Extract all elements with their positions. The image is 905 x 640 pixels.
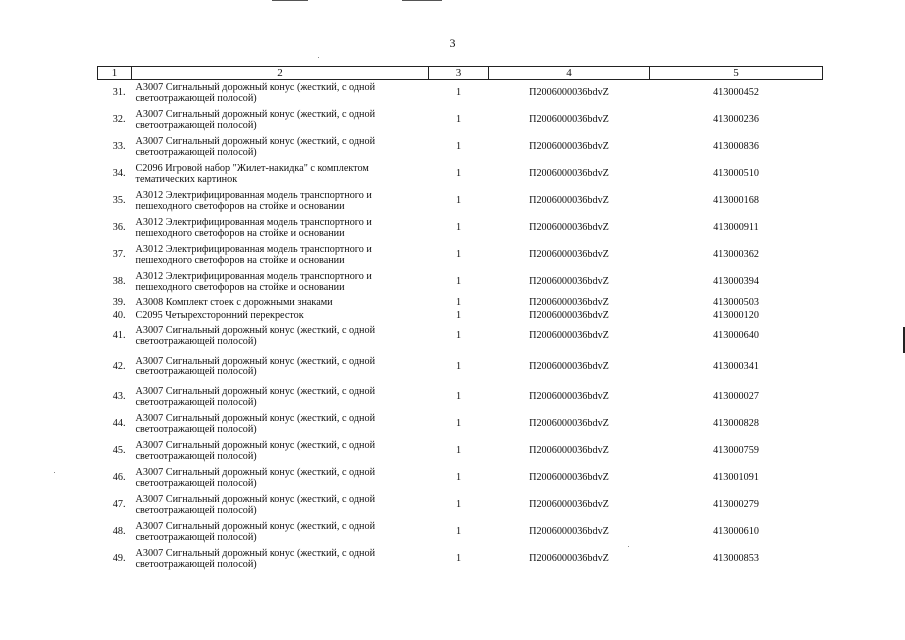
row-number: 49. bbox=[112, 553, 126, 565]
inventory-number: 413000836 bbox=[713, 141, 759, 153]
table-row bbox=[98, 323, 823, 350]
table-row bbox=[98, 215, 823, 242]
quantity: 1 bbox=[455, 168, 462, 180]
row-number: 36. bbox=[112, 222, 126, 234]
item-name: А3007 Сигнальный дорожный конус (жесткий, с одной светоотражающей полосой) bbox=[135, 494, 376, 516]
table-row bbox=[98, 519, 823, 546]
quantity: 1 bbox=[455, 114, 462, 126]
top-rule-left bbox=[272, 0, 308, 1]
row-number: 31. bbox=[112, 87, 126, 99]
quantity: 1 bbox=[455, 360, 462, 372]
table-row bbox=[98, 310, 823, 324]
quantity: 1 bbox=[455, 195, 462, 207]
item-name: А3007 Сигнальный дорожный конус (жесткий, с одной светоотражающей полосой) bbox=[135, 413, 376, 435]
item-name: А3007 Сигнальный дорожный конус (жесткий, с одной светоотражающей полосой) bbox=[135, 109, 376, 131]
inventory-number: 413000168 bbox=[713, 195, 759, 207]
inventory-number: 413000279 bbox=[713, 499, 759, 511]
table-row bbox=[98, 350, 823, 384]
item-code: П2006000036bdvZ bbox=[529, 195, 609, 207]
row-number: 44. bbox=[112, 418, 126, 430]
item-code: П2006000036bdvZ bbox=[529, 330, 609, 342]
inventory-number: 413001091 bbox=[713, 472, 759, 484]
row-number: 47. bbox=[112, 499, 126, 511]
item-name: А3007 Сигнальный дорожный конус (жесткий, с одной светоотражающей полосой) bbox=[135, 136, 376, 158]
quantity: 1 bbox=[455, 330, 462, 342]
inventory-number: 413000452 bbox=[713, 87, 759, 99]
inventory-table bbox=[97, 66, 823, 573]
item-code: П2006000036bdvZ bbox=[529, 87, 609, 99]
quantity: 1 bbox=[455, 276, 462, 288]
page-number: 3 bbox=[449, 36, 456, 50]
item-name: А3007 Сигнальный дорожный конус (жесткий, с одной светоотражающей полосой) bbox=[135, 521, 376, 543]
table-row bbox=[98, 546, 823, 573]
item-code: П2006000036bdvZ bbox=[529, 526, 609, 538]
scan-speck bbox=[318, 57, 319, 58]
table-header bbox=[98, 67, 823, 80]
item-code: П2006000036bdvZ bbox=[529, 445, 609, 457]
item-name: А3007 Сигнальный дорожный конус (жесткий, с одной светоотражающей полосой) bbox=[135, 82, 376, 104]
header-col-3: 3 bbox=[429, 67, 489, 80]
quantity: 1 bbox=[455, 87, 462, 99]
item-name: С2096 Игровой набор "Жилет-накидка" с комплектом тематических картинок bbox=[135, 163, 369, 185]
inventory-number: 413000853 bbox=[713, 553, 759, 565]
top-rule-right bbox=[402, 0, 442, 1]
quantity: 1 bbox=[455, 310, 462, 321]
item-code: П2006000036bdvZ bbox=[529, 141, 609, 153]
row-number: 48. bbox=[112, 526, 126, 538]
item-code: П2006000036bdvZ bbox=[529, 499, 609, 511]
inventory-number: 413000759 bbox=[713, 445, 759, 457]
inventory-number: 413000120 bbox=[713, 310, 759, 321]
item-code: П2006000036bdvZ bbox=[529, 391, 609, 403]
table-body bbox=[98, 80, 823, 574]
item-name: А3012 Электрифицированная модель транспортного и пешеходного светофоров на стойке и основании bbox=[135, 244, 372, 266]
quantity: 1 bbox=[455, 418, 462, 430]
item-name: С2095 Четырехсторонний перекресток bbox=[135, 310, 304, 321]
item-name: А3012 Электрифицированная модель транспортного и пешеходного светофоров на стойке и основании bbox=[135, 217, 372, 239]
inventory-number: 413000610 bbox=[713, 526, 759, 538]
scan-speck bbox=[54, 472, 55, 473]
item-name: А3007 Сигнальный дорожный конус (жесткий, с одной светоотражающей полосой) bbox=[135, 467, 376, 489]
quantity: 1 bbox=[455, 249, 462, 261]
table-row bbox=[98, 411, 823, 438]
row-number: 46. bbox=[112, 472, 126, 484]
row-number: 38. bbox=[112, 276, 126, 288]
quantity: 1 bbox=[455, 222, 462, 234]
table-row bbox=[98, 80, 823, 108]
table-row bbox=[98, 269, 823, 296]
row-number: 39. bbox=[112, 296, 126, 308]
quantity: 1 bbox=[455, 526, 462, 538]
item-name: А3012 Электрифицированная модель транспортного и пешеходного светофоров на стойке и основании bbox=[135, 271, 372, 293]
inventory-number: 413000640 bbox=[713, 330, 759, 342]
row-number: 42. bbox=[112, 360, 126, 372]
quantity: 1 bbox=[455, 445, 462, 457]
table-row bbox=[98, 465, 823, 492]
row-number: 40. bbox=[112, 310, 126, 321]
table-row bbox=[98, 107, 823, 134]
row-number: 32. bbox=[112, 114, 126, 126]
item-code: П2006000036bdvZ bbox=[529, 114, 609, 126]
item-name: А3007 Сигнальный дорожный конус (жесткий, с одной светоотражающей полосой) bbox=[135, 325, 376, 347]
row-number: 35. bbox=[112, 195, 126, 207]
inventory-number: 413000027 bbox=[713, 391, 759, 403]
row-number: 45. bbox=[112, 445, 126, 457]
row-number: 34. bbox=[112, 168, 126, 180]
table-row bbox=[98, 134, 823, 161]
item-code: П2006000036bdvZ bbox=[529, 472, 609, 484]
table-row bbox=[98, 296, 823, 310]
quantity: 1 bbox=[455, 141, 462, 153]
item-name: А3007 Сигнальный дорожный конус (жесткий, с одной светоотражающей полосой) bbox=[135, 355, 376, 377]
table-row bbox=[98, 161, 823, 188]
header-col-2: 2 bbox=[132, 67, 429, 80]
quantity: 1 bbox=[455, 553, 462, 565]
row-number: 33. bbox=[112, 141, 126, 153]
item-name: А3007 Сигнальный дорожный конус (жесткий, с одной светоотражающей полосой) bbox=[135, 548, 376, 570]
item-code: П2006000036bdvZ bbox=[529, 553, 609, 565]
header-col-1: 1 bbox=[98, 67, 132, 80]
item-name: А3008 Комплект стоек с дорожными знаками bbox=[135, 296, 333, 308]
row-number: 37. bbox=[112, 249, 126, 261]
inventory-number: 413000510 bbox=[713, 168, 759, 180]
quantity: 1 bbox=[455, 499, 462, 511]
item-code: П2006000036bdvZ bbox=[529, 249, 609, 261]
table-row bbox=[98, 242, 823, 269]
item-code: П2006000036bdvZ bbox=[529, 276, 609, 288]
item-name: А3007 Сигнальный дорожный конус (жесткий, с одной светоотражающей полосой) bbox=[135, 386, 376, 408]
inventory-number: 413000828 bbox=[713, 418, 759, 430]
header-col-4: 4 bbox=[489, 67, 650, 80]
table-row bbox=[98, 492, 823, 519]
item-name: А3007 Сигнальный дорожный конус (жесткий, с одной светоотражающей полосой) bbox=[135, 440, 376, 462]
inventory-number: 413000911 bbox=[713, 222, 759, 234]
inventory-number: 413000362 bbox=[713, 249, 759, 261]
header-col-5: 5 bbox=[650, 67, 823, 80]
item-code: П2006000036bdvZ bbox=[529, 360, 609, 372]
quantity: 1 bbox=[455, 472, 462, 484]
quantity: 1 bbox=[455, 296, 462, 308]
inventory-number: 413000236 bbox=[713, 114, 759, 126]
item-code: П2006000036bdvZ bbox=[529, 418, 609, 430]
row-number: 43. bbox=[112, 391, 126, 403]
inventory-number: 413000341 bbox=[713, 360, 759, 372]
inventory-number: 413000503 bbox=[713, 296, 759, 308]
table-row bbox=[98, 188, 823, 215]
row-number: 41. bbox=[112, 330, 126, 342]
table-row bbox=[98, 384, 823, 411]
item-code: П2006000036bdvZ bbox=[529, 222, 609, 234]
quantity: 1 bbox=[455, 391, 462, 403]
item-code: П2006000036bdvZ bbox=[529, 296, 609, 308]
inventory-number: 413000394 bbox=[713, 276, 759, 288]
table-row bbox=[98, 438, 823, 465]
item-name: А3012 Электрифицированная модель транспортного и пешеходного светофоров на стойке и основании bbox=[135, 190, 372, 212]
item-code: П2006000036bdvZ bbox=[529, 310, 609, 321]
item-code: П2006000036bdvZ bbox=[529, 168, 609, 180]
